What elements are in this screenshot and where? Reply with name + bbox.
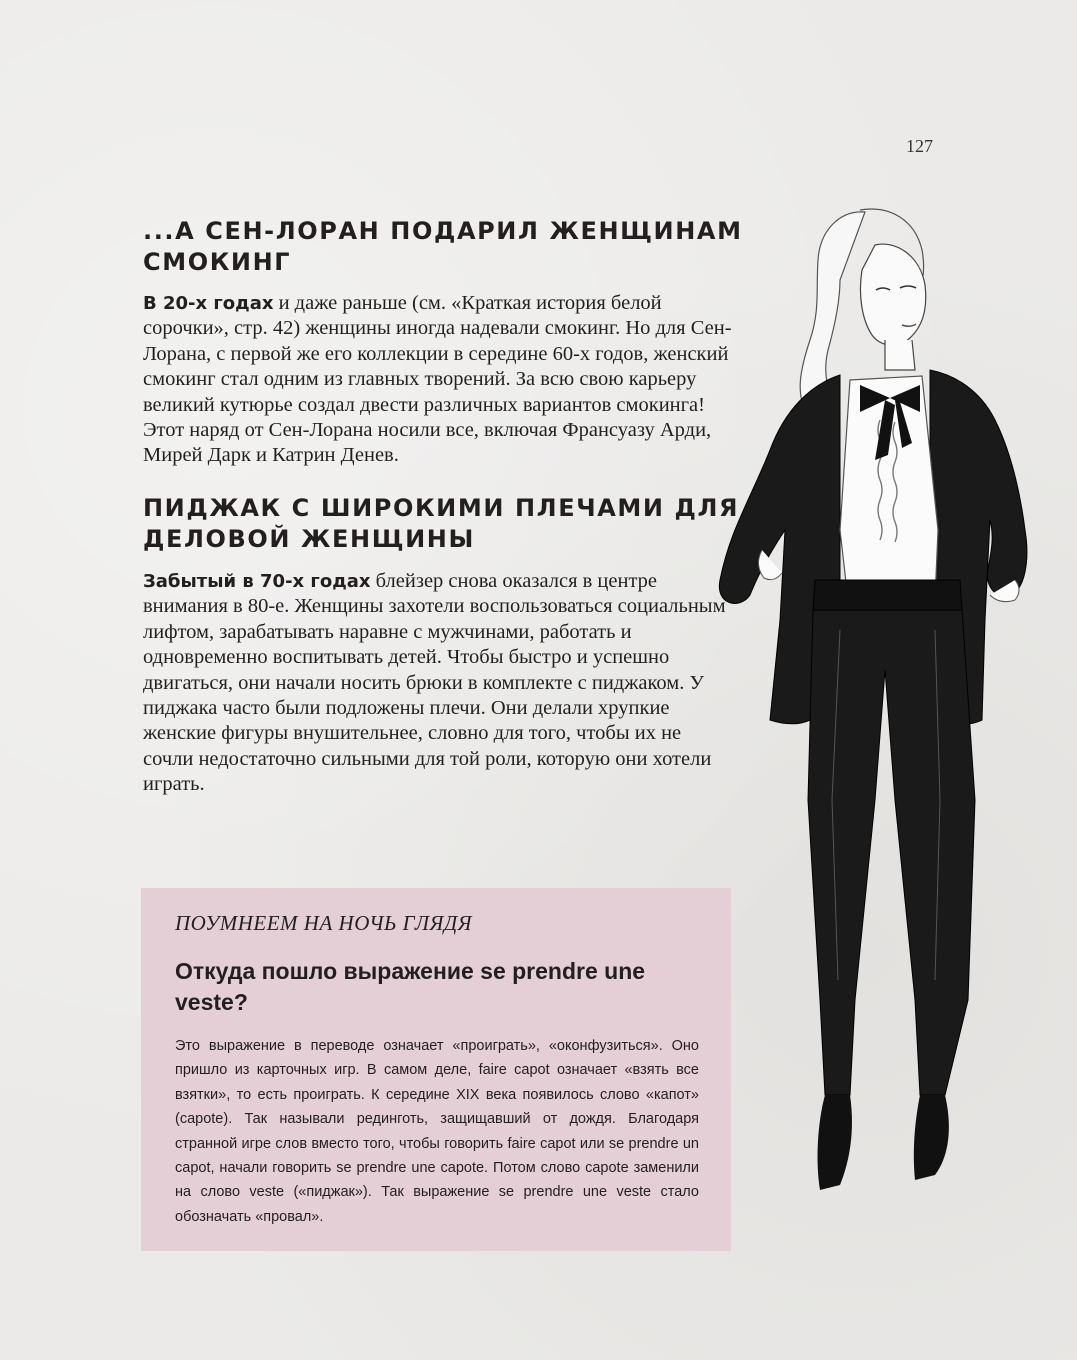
sidebar-kicker: ПОУМНЕЕМ НА НОЧЬ ГЛЯДЯ — [175, 911, 473, 935]
section-heading-blazer: ПИДЖАК С ШИРОКИМИ ПЛЕЧАМИ ДЛЯ ДЕЛОВОЙ ЖЕНЩИНЫ — [143, 494, 740, 553]
paragraph-blazer — [143, 569, 733, 798]
lead-phrase: Забытый в 70-х годах — [143, 571, 371, 592]
paragraph-text: блейзер снова оказался в центре внимания в 80-е. Женщины захотели воспользоваться социальным лифтом, зарабатывать наравне с мужчинами, работать и одновременно воспитывать детей. Чтобы быстро и успешно двигаться, они начали носить брюки в комплекте с пиджаком. У пиджака часто были подложены плечи. Они делали хрупкие женские фигуры внушительнее, словно для того, чтобы их не сочли недостаточно сильными для той роли, которую они хотели играть. — [143, 570, 726, 796]
sidebar-body: Это выражение в переводе означает «проиграть», «оконфузиться». Оно пришло из карточных игр. В самом деле, faire capot означает «взять все взятки», то есть проиграть. К середине XIX века появилось слово «капот» (capote). Так называли рединготь, защищавший от дождя. Благодаря странной игре слов вместо того, чтобы говорить faire capot или se prendre un capot, начали говорить se prendre une capote. Потом слово capote заменили на слово veste («пиджак»). Так выражение se prendre une veste стало обозначать «провал». — [175, 1038, 699, 1225]
sidebar-title: Откуда пошло выражение se prendre une veste? — [175, 958, 646, 1015]
section-heading-tuxedo: ...А СЕН-ЛОРАН ПОДАРИЛ ЖЕНЩИНАМ СМОКИНГ — [143, 217, 743, 276]
paragraph-tuxedo — [143, 291, 733, 469]
page-number: 127 — [906, 136, 933, 156]
paragraph-text: и даже раньше (см. «Краткая история белой сорочки», стр. 42) женщины иногда надевали смокинг. Но для Сен-Лорана, с первой же его коллекции в середине 60-х годов, женский смокинг стал одним из главных творений. За всю свою карьеру великий кутюрье создал двести различных вариантов смокинга! Этот наряд от Сен-Лорана носили все, включая Франсуазу Арди, Мирей Дарк и Катрин Денев. — [143, 292, 732, 467]
woman-in-suit-illustration — [690, 200, 1050, 1210]
sidebar-box — [141, 888, 731, 1251]
lead-phrase: В 20-х годах — [143, 293, 274, 314]
